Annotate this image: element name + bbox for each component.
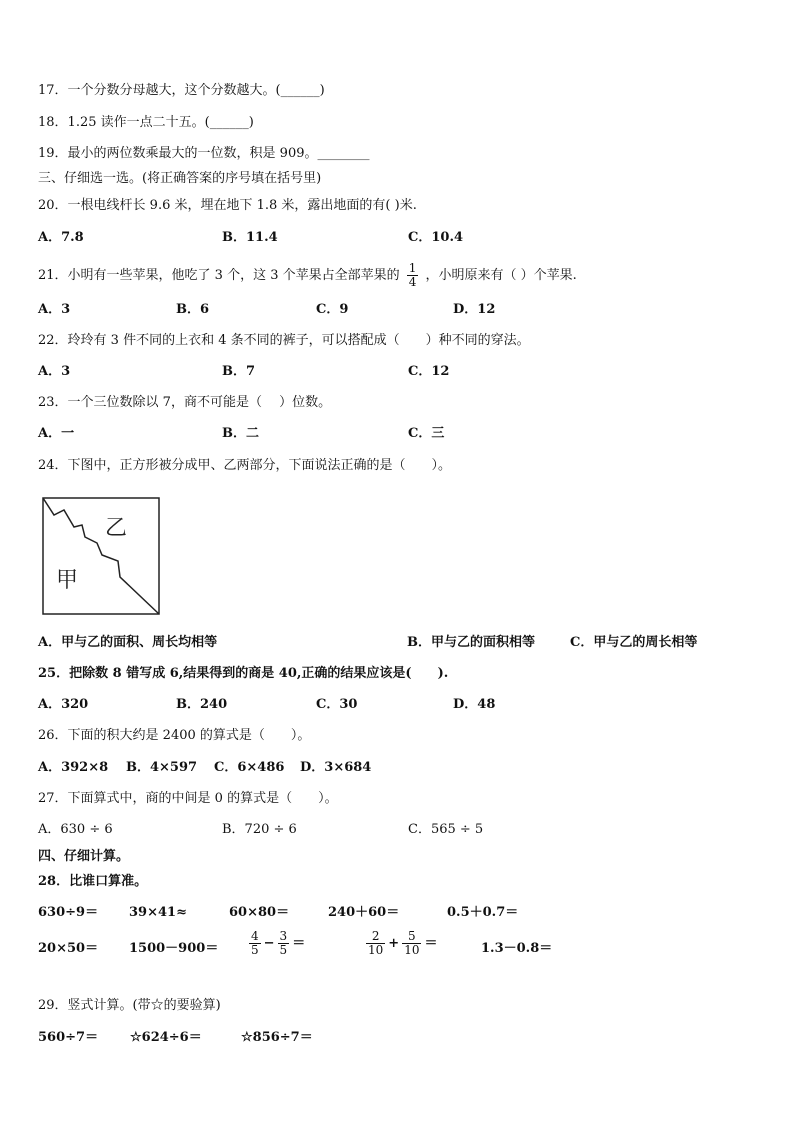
fraction-b-denominator: 5 bbox=[279, 943, 288, 957]
q21-fraction-numerator: 1 bbox=[408, 261, 417, 275]
q27-option-b: B．720 ÷ 6 bbox=[222, 822, 297, 837]
q25-option-b: B．240 bbox=[176, 697, 228, 712]
q23-option-c: C．三 bbox=[408, 426, 445, 441]
fraction-c-denominator: 10 bbox=[368, 943, 384, 957]
q23-option-b: B．二 bbox=[222, 426, 259, 441]
plus-sign: + bbox=[388, 936, 400, 951]
label-yi: 乙 bbox=[105, 516, 128, 541]
q20-option-c: C．10.4 bbox=[408, 230, 464, 245]
q28-calc-4: 240＋60＝ bbox=[328, 905, 400, 920]
fraction-a-denominator: 5 bbox=[251, 943, 259, 957]
question-20: 20．一根电线杆长 9.6 米，埋在地下 1.8 米，露出地面的有( )米. bbox=[38, 198, 417, 213]
q26-option-c: C．6×486 bbox=[214, 760, 285, 775]
q29-item-1: 560÷7＝ bbox=[38, 1030, 99, 1045]
section-4-heading: 四、仔细计算。 bbox=[38, 849, 130, 864]
q28-calc-2: 39×41≈ bbox=[129, 905, 187, 920]
q23-option-a: A．一 bbox=[38, 426, 75, 441]
fraction-d-numerator: 5 bbox=[402, 930, 421, 944]
q21-fraction bbox=[407, 262, 419, 289]
fraction-c bbox=[366, 930, 385, 957]
q28-fraction-expression-1 bbox=[246, 930, 305, 957]
q20-option-a: A．7.8 bbox=[38, 230, 84, 245]
question-22: 22．玲玲有 3 件不同的上衣和 4 条不同的裤子，可以搭配成（ ）种不同的穿法。 bbox=[38, 333, 530, 348]
question-17: 17．一个分数分母越大，这个分数越大。(______) bbox=[38, 83, 325, 98]
fraction-a bbox=[249, 930, 261, 957]
q21-option-c: C．9 bbox=[316, 302, 349, 317]
q28-calc-1: 630÷9＝ bbox=[38, 905, 99, 920]
q21-text-start: 21．小明有一些苹果，他吃了 3 个，这 3 个苹果占全部苹果的 bbox=[38, 268, 400, 283]
q29-item-2: ☆624÷6＝ bbox=[130, 1030, 202, 1045]
fraction-d-denominator: 10 bbox=[404, 943, 420, 957]
section-3-heading: 三、仔细选一选。(将正确答案的序号填在括号里) bbox=[38, 171, 322, 186]
q28-calc-3: 60×80＝ bbox=[229, 905, 290, 920]
q22-option-b: B．7 bbox=[222, 364, 256, 379]
fraction-d bbox=[402, 930, 421, 957]
dividing-line bbox=[43, 498, 159, 614]
q27-option-c: C．565 ÷ 5 bbox=[408, 822, 484, 837]
fraction-c-numerator: 2 bbox=[366, 930, 385, 944]
q20-option-b: B．11.4 bbox=[222, 230, 278, 245]
q21-text-end: ，小明原来有（ ）个苹果. bbox=[425, 268, 577, 283]
q21-option-b: B．6 bbox=[176, 302, 210, 317]
q28-calc-5: 0.5＋0.7＝ bbox=[447, 905, 519, 920]
q21-option-a: A．3 bbox=[38, 302, 71, 317]
minus-sign: − bbox=[263, 936, 275, 951]
fraction-b bbox=[278, 930, 290, 957]
q24-option-a: A．甲与乙的面积、周长均相等 bbox=[38, 635, 218, 650]
q28-fraction-expression-2 bbox=[363, 930, 437, 957]
q22-option-a: A．3 bbox=[38, 364, 71, 379]
q25-option-a: A．320 bbox=[38, 697, 89, 712]
question-25: 25．把除数 8 错写成 6,结果得到的商是 40,正确的结果应该是( ). bbox=[38, 666, 449, 681]
q25-option-c: C．30 bbox=[316, 697, 358, 712]
question-27: 27．下面算式中，商的中间是 0 的算式是（ ）。 bbox=[38, 791, 338, 806]
square-divided-figure bbox=[42, 497, 160, 615]
q21-fraction-denominator: 4 bbox=[408, 275, 417, 289]
question-21 bbox=[38, 262, 577, 289]
q25-option-d: D．48 bbox=[453, 697, 496, 712]
q28-calc-10: 1.3－0.8＝ bbox=[481, 941, 553, 956]
q26-option-a: A．392×8 bbox=[38, 760, 109, 775]
q24-option-b: B．甲与乙的面积相等 bbox=[407, 635, 535, 650]
q24-option-c: C．甲与乙的周长相等 bbox=[570, 635, 698, 650]
q27-option-a: A．630 ÷ 6 bbox=[38, 822, 113, 837]
label-jia: 甲 bbox=[56, 568, 79, 593]
question-18: 18．1.25 读作一点二十五。(______) bbox=[38, 115, 254, 130]
q21-option-d: D．12 bbox=[453, 302, 496, 317]
q28-calc-6: 20×50＝ bbox=[38, 941, 99, 956]
q22-option-c: C．12 bbox=[408, 364, 450, 379]
question-19: 19．最小的两位数乘最大的一位数，积是 909。________ bbox=[38, 146, 370, 161]
question-23: 23．一个三位数除以 7，商不可能是（ ）位数。 bbox=[38, 395, 332, 410]
equals-sign: ＝ bbox=[292, 936, 306, 951]
q29-item-3: ☆856÷7＝ bbox=[241, 1030, 313, 1045]
question-24: 24．下图中，正方形被分成甲、乙两部分，下面说法正确的是（ ）。 bbox=[38, 458, 452, 473]
question-29: 29．竖式计算。(带☆的要验算) bbox=[38, 998, 221, 1013]
fraction-a-numerator: 4 bbox=[251, 929, 259, 943]
q28-calc-7: 1500－900＝ bbox=[129, 941, 219, 956]
q26-option-b: B．4×597 bbox=[126, 760, 198, 775]
question-26: 26．下面的积大约是 2400 的算式是（ ）。 bbox=[38, 728, 311, 743]
q26-option-d: D．3×684 bbox=[300, 760, 372, 775]
equals-sign: ＝ bbox=[424, 936, 438, 951]
question-28: 28．比谁口算准。 bbox=[38, 874, 148, 889]
fraction-b-numerator: 3 bbox=[279, 929, 288, 943]
